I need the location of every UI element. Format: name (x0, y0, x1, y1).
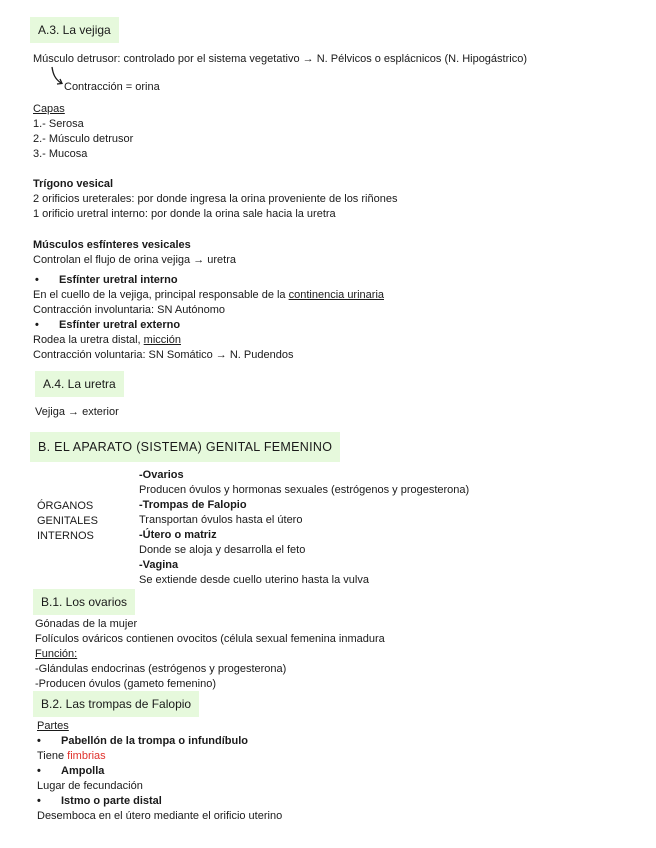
organo-name: -Ovarios (139, 469, 184, 481)
miccion-term: micción (143, 334, 181, 346)
esfinter-externo-line2: Contracción voluntaria: SN Somático → N. Pudendos (33, 349, 294, 361)
trigono-line: 2 orificios ureterales: por donde ingresa la orina proveniente de los riñones (33, 193, 398, 205)
bullet-dot: • (35, 274, 39, 286)
organos-label-line: GENITALES (37, 515, 98, 527)
curved-arrow-icon (50, 66, 64, 88)
funcion-item: -Glándulas endocrinas (estrógenos y progesterona) (35, 663, 287, 675)
funcion-title: Función: (35, 648, 78, 660)
fimbrias-term: fimbrias (67, 750, 106, 762)
parte-desc: Lugar de fecundación (37, 780, 143, 792)
ovarios-lines (35, 617, 385, 692)
organos-list (139, 468, 469, 588)
musculos-title: Músculos esfínteres vesicales (33, 239, 191, 251)
parte-desc-text: Tiene (37, 750, 68, 762)
partes-title: Partes (37, 720, 69, 732)
organos-label-line: INTERNOS (37, 530, 94, 542)
trigono-line: 1 orificio uretral interno: por donde la orina sale hacia la uretra (33, 208, 336, 220)
organo-desc: Donde se aloja y desarrolla el feto (139, 544, 306, 556)
parte-desc: Desemboca en el útero mediante el orificio uterino (37, 810, 283, 822)
capa-item: 3.- Mucosa (33, 148, 88, 160)
bullet-esfinter-externo (35, 318, 180, 333)
organo-desc: Transportan óvulos hasta el útero (139, 514, 303, 526)
esfinter-interno-line2: Contracción involuntaria: SN Autónomo (33, 304, 225, 316)
organos-label (37, 499, 98, 544)
trigono-title: Trígono vesical (33, 178, 114, 190)
bullet-dot: • (37, 795, 41, 807)
parte-title: Istmo o parte distal (61, 795, 162, 807)
organo-name: -Útero o matriz (139, 529, 217, 541)
organo-desc: Se extiende desde cuello uterino hasta la vulva (139, 574, 369, 586)
esfinter-externo-line1 (33, 333, 181, 348)
musculos-subtitle: Controlan el flujo de orina vejiga → uretra (33, 254, 237, 266)
parte-title: Pabellón de la trompa o infundíbulo (61, 735, 248, 747)
esfinter-interno-line1 (33, 288, 384, 303)
ovarios-line: Gónadas de la mujer (35, 618, 138, 630)
uretra-line: Vejiga → exterior (35, 406, 119, 418)
organo-desc: Producen óvulos y hormonas sexuales (estrógenos y progesterona) (139, 484, 470, 496)
detrusor-line: Músculo detrusor: controlado por el sistema vegetativo → N. Pélvicos o esplácnicos (N. Hipogástrico) (33, 53, 527, 65)
contraction-note: Contracción = orina (64, 81, 160, 93)
section-heading-a4: A.4. La uretra (35, 371, 124, 397)
bullet-esfinter-interno (35, 273, 178, 288)
capas-list (33, 117, 133, 162)
section-heading-a3: A.3. La vejiga (30, 17, 119, 43)
organos-label-line: ÓRGANOS (37, 500, 94, 512)
esfinter-interno-title: Esfínter uretral interno (59, 274, 178, 286)
capa-item: 2.- Músculo detrusor (33, 133, 134, 145)
bullet-dot: • (37, 765, 41, 777)
section-heading-b: B. EL APARATO (SISTEMA) GENITAL FEMENINO (30, 432, 340, 462)
trigono-lines (33, 192, 397, 222)
parte-title: Ampolla (61, 765, 105, 777)
funcion-item: -Producen óvulos (gameto femenino) (35, 678, 216, 690)
bullet-pabellon (37, 734, 248, 749)
organo-name: -Vagina (139, 559, 179, 571)
section-heading-b1: B.1. Los ovarios (33, 589, 135, 615)
bullet-ampolla (37, 764, 104, 779)
capa-item: 1.- Serosa (33, 118, 84, 130)
esfinter-interno-text: En el cuello de la vejiga, principal responsable de la (33, 289, 289, 301)
bullet-dot: • (35, 319, 39, 331)
capas-title: Capas (33, 103, 65, 115)
continencia-urinaria-term: continencia urinaria (288, 289, 384, 301)
esfinter-externo-text: Rodea la uretra distal, (33, 334, 144, 346)
esfinter-externo-title: Esfínter uretral externo (59, 319, 181, 331)
parte-desc (37, 749, 106, 764)
section-heading-b2: B.2. Las trompas de Falopio (33, 691, 199, 717)
bullet-dot: • (37, 735, 41, 747)
bullet-istmo (37, 794, 162, 809)
ovarios-line: Folículos ováricos contienen ovocitos (célula sexual femenina inmadura (35, 633, 385, 645)
organo-name: -Trompas de Falopio (139, 499, 247, 511)
